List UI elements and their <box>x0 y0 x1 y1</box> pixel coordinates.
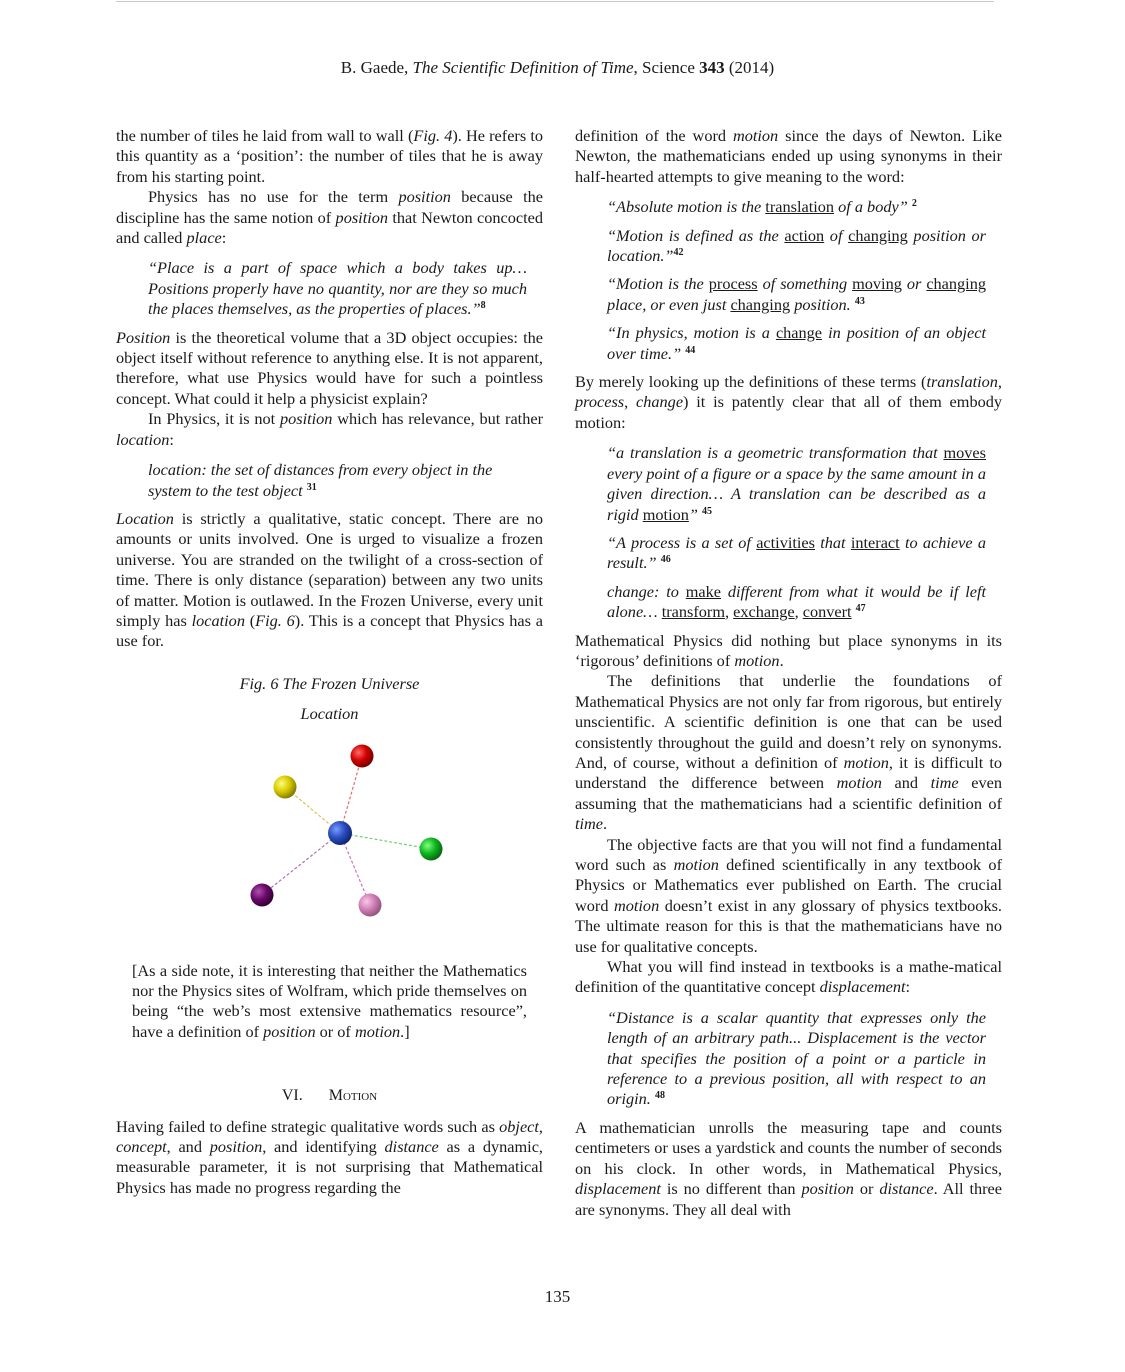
blue-sphere-icon <box>328 821 352 845</box>
yellow-sphere-icon <box>274 775 297 798</box>
green-sphere-icon <box>420 837 443 860</box>
paragraph: The definitions that underlie the foundations of Mathematical Physics are not only far from rigorous, but entirely unscientific. A scientific definition is one that can be used consistently throughout the guild and doesn’t rely on synonyms. And, of course, without a definition of motion, it is difficult to understand the difference between motion and time even assuming that the mathematicians had a scientific definition of time. <box>575 671 1002 834</box>
frozen-universe-figure <box>116 733 543 943</box>
red-sphere-icon <box>351 744 374 767</box>
paragraph: definition of the word motion since the days of Newton. Like Newton, the mathematicians ended up using synonyms in their half-hearted attempts to give meaning to the word: <box>575 126 1003 186</box>
block-quote: “Place is a part of space which a body takes up… Positions properly have no quantity, nor are they so much the places themselves, as the properties of places.”$^8$ <box>148 258 527 319</box>
paragraph: A mathematician unrolls the measuring tape and counts centimeters or uses a yardstick and counts the number of seconds on his clock. In other words, in Mathematical Physics, displacement is no different than position or distance. All three are synonyms. They all deal with <box>575 1117 1003 1219</box>
side-note: [As a side note, it is interesting that neither the Mathematics nor the Physics sites of Wolfram, which pride themselves on being “the web’s most extensive mathematics resource”, have a definition of position or of motion.] <box>132 960 527 1041</box>
paragraph: the number of tiles he laid from wall to wall (Fig. 4). He refers to this quantity as a ‘position’: the number of tiles that he is away from his starting point. <box>116 126 543 186</box>
footnote-ref: 8 <box>480 300 486 312</box>
block-quote: location: the set of distances from every object in the system to the test object $^{31}$ <box>148 460 493 500</box>
figure-subtitle: Location <box>300 704 359 724</box>
footnote-ref: 42 <box>673 247 684 259</box>
paragraph: Physics has no use for the term position because the discipline has the same notion of position that Newton concocted and called place: <box>116 187 543 248</box>
block-quote: “Distance is a scalar quantity that expresses only the length of an arbitrary path... Displacement is the vector that specifies the position of a point or a particle in reference to a previous position, all with respect to an origin. $^{48}$ <box>607 1007 986 1109</box>
block-quote: “Motion is defined as the action of changing position or location.”$^{42}$ <box>607 225 987 266</box>
block-quote: “A process is a set of activities that interact to achieve a result.” $^{46}$ <box>607 532 986 573</box>
page-number: 135 <box>544 1287 571 1306</box>
pink-sphere-icon <box>359 893 382 916</box>
paragraph: Having failed to define strategic qualitative words such as object, concept, and position, and identifying distance as a dynamic, measurable parameter, it is not surprising that Mathematical Physics has made no progress regarding the <box>116 1116 544 1197</box>
section-title: Motion <box>328 1087 378 1105</box>
paragraph: Mathematical Physics did nothing but place synonyms in its ‘rigorous’ definitions of motion. <box>575 630 1002 670</box>
year: (2014) <box>724 58 775 77</box>
paragraph: What you will find instead in textbooks is a mathe-matical definition of the quantitative concept displacement: <box>575 957 1002 997</box>
footnote-ref: 2 <box>911 198 917 210</box>
running-head <box>0 58 1115 78</box>
footnote-ref: 48 <box>654 1090 665 1102</box>
block-quote: “Motion is the process of something moving or changing place, or even just changing position. $^{43}$ <box>607 274 986 314</box>
footnote-ref: 47 <box>855 603 866 615</box>
footnote-ref: 31 <box>306 481 317 493</box>
paragraph: In Physics, it is not position which has relevance, but rather location: <box>116 409 543 449</box>
paragraph: Location is strictly a qualitative, static concept. There are no amounts or units involved. One is urged to visualize a frozen universe. You are stranded on the twilight of a cross-section of time. There is only distance (separation) between any two units of matter. Motion is outlawed. In the Frozen Universe, every unit simply has location (Fig. 6). This is a concept that Physics has a use for. <box>116 508 543 651</box>
figure-caption: Fig. 6 The Frozen Universe <box>239 673 420 693</box>
paragraph: The objective facts are that you will not find a fundamental word such as motion defined scientifically in any textbook of Physics or Mathematics ever published on Earth. The crucial word motion doesn’t exist in any glossary of physics textbooks. The ultimate reason for this is that the mathematicians have no use for qualitative concepts. <box>575 834 1002 956</box>
section-heading <box>116 1086 543 1106</box>
sphere-diagram <box>116 733 543 943</box>
footnote-ref: 43 <box>854 295 865 307</box>
top-rule <box>116 1 994 2</box>
journal: , Science <box>633 58 700 77</box>
author: B. Gaede, <box>340 58 413 77</box>
purple-sphere-icon <box>251 883 274 906</box>
section-number: VI. <box>281 1087 303 1105</box>
footnote-ref: 44 <box>685 344 696 356</box>
block-quote: “a translation is a geometric transformation that moves every point of a figure or a space by the same amount in a given direction… A translation can be described as a rigid motion” $^{45}$ <box>607 443 986 524</box>
block-quote: “In physics, motion is a change in position of an object over time.” $^{44}$ <box>607 323 986 363</box>
block-quote: “Absolute motion is the translation of a body” $^2$ <box>607 197 917 217</box>
figure-ref: Fig. 4 <box>413 126 453 145</box>
right-column <box>575 126 1002 1220</box>
paragraph: Position is the theoretical volume that a 3D object occupies: the object itself without reference to anything else. It is not apparent, therefore, what use Physics would have for such a pointless concept. What could it help a physicist explain? <box>116 327 543 408</box>
paragraph: By merely looking up the definitions of these terms (translation, process, change) it is patently clear that all of them embody motion: <box>575 372 1003 432</box>
left-column <box>116 126 543 1198</box>
volume: 343 <box>699 58 725 77</box>
footnote-ref: 46 <box>660 554 671 566</box>
paper-title: The Scientific Definition of Time <box>412 58 634 77</box>
footnote-ref: 45 <box>702 505 713 517</box>
block-quote: change: to make different from what it would be if left alone… transform, exchange, convert $^{47}$ <box>607 581 986 622</box>
